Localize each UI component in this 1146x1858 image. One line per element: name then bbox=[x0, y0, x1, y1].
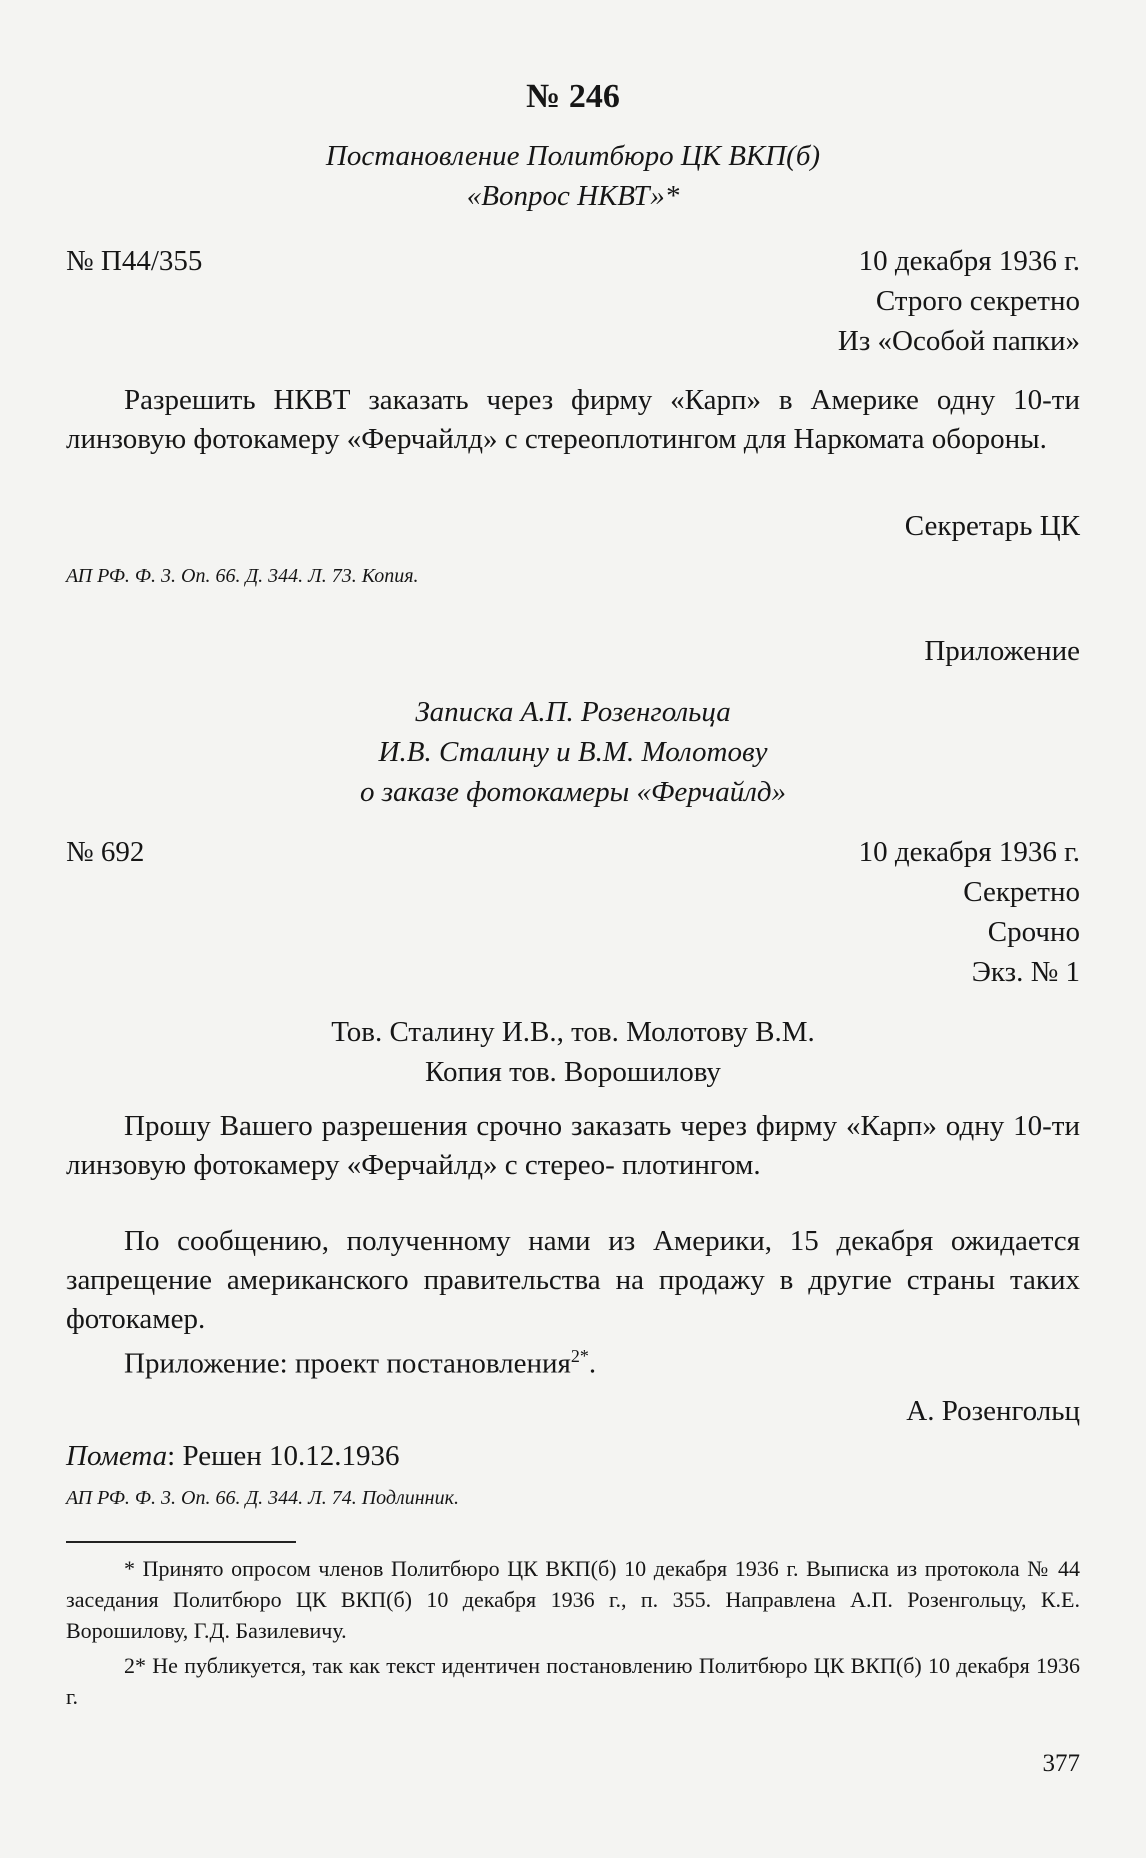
appendix-mark-secret: Секретно bbox=[963, 876, 1080, 908]
appendix-paragraph-3-text: Приложение: проект постановления bbox=[124, 1347, 571, 1380]
appendix-title-line2: И.В. Сталину и В.М. Молотову bbox=[378, 736, 768, 768]
appendix-paragraph-1: Прошу Вашего разрешения срочно заказать через фирму «Карп» одну 10-ти линзовую фотокамеру «Ферчайлд» с стерео- плотингом. bbox=[66, 1110, 1080, 1181]
appendix-label: Приложение bbox=[924, 635, 1080, 667]
appendix-date: 10 декабря 1936 г. bbox=[858, 836, 1080, 868]
appendix-paragraph-3 bbox=[66, 1337, 1080, 1384]
appendix-paragraph-3-end: . bbox=[588, 1347, 597, 1380]
appendix-paragraph-2: По сообщению, полученному нами из Америки, 15 декабря ожидается запрещение американского правительства на продажу в другие страны таких фотокамер. bbox=[66, 1225, 1080, 1335]
document-title-line2: «Вопрос НКВТ»* bbox=[466, 180, 680, 212]
appendix-addressee-copy: Копия тов. Ворошилову bbox=[425, 1056, 721, 1088]
decree-signature: Секретарь ЦК bbox=[904, 510, 1080, 542]
appendix-mark-copy-number: Экз. № 1 bbox=[971, 956, 1080, 988]
footnote-1: * Принято опросом членов Политбюро ЦК ВКП(б) 10 декабря 1936 г. Выписка из протокола № 44 заседания Политбюро ЦК ВКП(б) 10 декабря 1936 г., п. 355. Направлена А.П. Розенгольцу, К.Е. Ворошилову, Г.Д. Базилевичу. bbox=[66, 1556, 1080, 1643]
appendix-number: № 692 bbox=[66, 836, 145, 868]
footnote-2: 2* Не публикуется, так как текст идентичен постановлению Политбюро ЦК ВКП(б) 10 декабря 1936 г. bbox=[66, 1653, 1080, 1709]
appendix-source: АП РФ. Ф. 3. Оп. 66. Д. 344. Л. 74. Подлинник. bbox=[66, 1487, 459, 1509]
document-title-line1: Постановление Политбюро ЦК ВКП(б) bbox=[325, 140, 821, 172]
classification-special-folder: Из «Особой папки» bbox=[837, 325, 1080, 357]
appendix-title-line3: о заказе фотокамеры «Ферчайлд» bbox=[359, 776, 787, 808]
appendix-note bbox=[66, 1437, 400, 1476]
decree-date: 10 декабря 1936 г. bbox=[858, 245, 1080, 277]
appendix-signature: А. Розенгольц bbox=[906, 1395, 1080, 1427]
decree-source: АП РФ. Ф. 3. Оп. 66. Д. 344. Л. 73. Копия. bbox=[66, 565, 419, 587]
page-number: 377 bbox=[1042, 1750, 1080, 1777]
classification-strictly-secret: Строго секретно bbox=[875, 285, 1080, 317]
appendix-title-line1: Записка А.П. Розенгольца bbox=[415, 696, 731, 728]
document-number: № 246 bbox=[526, 78, 620, 115]
appendix-addressee: Тов. Сталину И.В., тов. Молотову В.М. bbox=[331, 1016, 815, 1048]
footnote-ref-2: 2* bbox=[570, 1346, 589, 1366]
appendix-note-text: : Решен 10.12.1936 bbox=[167, 1440, 400, 1472]
footnote-divider bbox=[66, 1541, 296, 1543]
appendix-mark-urgent: Срочно bbox=[987, 916, 1080, 948]
appendix-note-label: Помета bbox=[66, 1440, 168, 1472]
decree-body: Разрешить НКВТ заказать через фирму «Карп» в Америке одну 10-ти линзовую фотокамеру «Ферчайлд» с стереоплотингом для Наркомата обороны. bbox=[66, 384, 1080, 455]
decree-number: № П44/355 bbox=[66, 245, 203, 277]
